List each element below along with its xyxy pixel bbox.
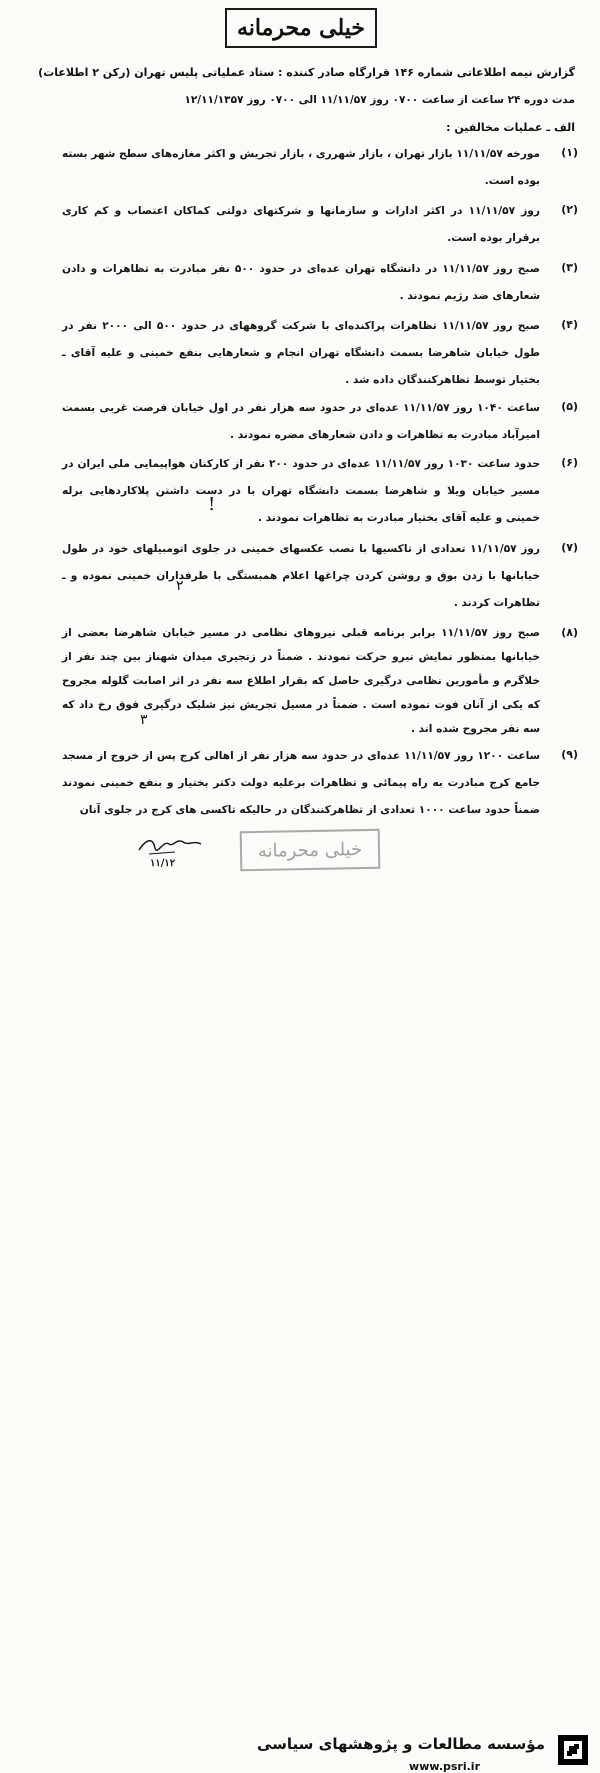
item-text: صبح روز ۱۱/۱۱/۵۷ تظاهرات پراکنده‌ای با شرکت گروههای در حدود ۵۰۰ الی ۲۰۰۰ نفر در طول خیابان شاهرضا بسمت دانشگاه تهران انجام و شعارهایی بنفع خمینی و علیه آقای ـ بختیار توسط تظاهرکنندگان داده شد . <box>62 320 540 386</box>
institute-website-link[interactable]: www.psri.ir <box>409 1760 480 1773</box>
item-text: صبح روز ۱۱/۱۱/۵۷ در دانشگاه تهران عده‌ای در حدود ۵۰۰ نفر مبادرت به تظاهرات و دادن شعارهای ضد رژیم نمودند . <box>62 263 540 302</box>
item-text: صبح روز ۱۱/۱۱/۵۷ برابر برنامه قبلی نیروهای نظامی در مسیر خیابان شاهرضا بعضی از خیابانها بمنظور نمایش نیرو حرکت نمودند . ضمناً در زنجیری میدان شهناز بین چند نفر از خلاگرم و مأمورین نظامی درگیری حاصل که بقرار اطلاع سه نفر در اثر اصابت گلوله مجروح که یکی از آنان فوت نموده است . ضمناً در مسیل تجریش نیز شلیک درگیری فوق رخ داد که سه نفر مجروح شده اند . <box>62 627 540 735</box>
item-number: (۷) <box>561 541 578 554</box>
issuing-headquarters: قرارگاه صادر کننده : ستاد عملیاتی پلیس تهران (رکن ۲ اطلاعات) <box>38 66 390 79</box>
item-number: (۸) <box>561 626 578 639</box>
classification-stamp-faint: خیلی محرمانه <box>240 829 381 871</box>
handwritten-signature <box>135 832 205 858</box>
item-text: روز ۱۱/۱۱/۵۷ در اکثر ادارات و سازمانها و شرکتهای دولتی کماکان اعتصاب و کم کاری برقرار بوده است. <box>62 205 540 244</box>
item-number: (۳) <box>561 261 578 274</box>
item-number: (۹) <box>561 748 578 761</box>
report-period: مدت دوره ۲۴ ساعت از ساعت ۰۷۰۰ روز ۱۱/۱۱/۵۷ الی ۰۷۰۰ روز ۱۲/۱۱/۱۳۵۷ <box>184 94 575 106</box>
institute-logo-icon <box>558 1735 588 1765</box>
institute-name: مؤسسه مطالعات و پژوهشهای سیاسی <box>256 1735 545 1753</box>
item-text: ساعت ۱۰۴۰ روز ۱۱/۱۱/۵۷ عده‌ای در حدود سه هزار نفر در اول خیابان فرصت غربی بسمت امیرآباد مبادرت به تظاهرات و دادن شعارهای مضره نمودند . <box>62 402 540 441</box>
section-heading: الف ـ عملیات مخالفین : <box>446 121 575 134</box>
margin-mark: ۲ <box>176 578 184 594</box>
item-number: (۵) <box>561 400 578 413</box>
item-number: (۴) <box>561 318 578 331</box>
item-text: حدود ساعت ۱۰۳۰ روز ۱۱/۱۱/۵۷ عده‌ای در حدود ۲۰۰ نفر از کارکنان هواپیمایی ملی ایران در مسیر خیابان ویلا و شاهرضا بسمت دانشگاه تهران با در دست داشتن پلاکاردهایی برله خمینی و علیه آقای بختیار مبادرت به تظاهرات نمودند . <box>62 458 541 524</box>
footer-bar <box>0 865 600 1773</box>
item-number: (۲) <box>561 203 578 216</box>
margin-mark: ۳ <box>140 712 148 728</box>
item-number: (۶) <box>561 456 578 469</box>
item-text: ساعت ۱۲۰۰ روز ۱۱/۱۱/۵۷ عده‌ای در حدود سه هزار نفر از اهالی کرج پس از خروج از مسجد جامع کرج مبادرت به راه پیمائی و تظاهرات برعلیه دولت دکتر بختیار و بنفع خمینی نمودند ضمناً حدود ساعت ۱۰۰۰ تعدادی از تظاهرکنندگان در حالیکه تاکسی های کرج در جلوی آنان <box>62 750 540 816</box>
margin-mark: ! <box>208 494 216 515</box>
report-number: گزارش نیمه اطلاعاتی شماره ۱۴۶ <box>393 66 575 79</box>
signature-date: ۱۱/۱۲ <box>150 858 176 869</box>
item-number: (۱) <box>561 146 578 159</box>
item-text: مورخه ۱۱/۱۱/۵۷ بازار تهران ، بازار شهرری ، بازار تجریش و اکثر مغازه‌های سطح شهر بسته بوده است. <box>62 148 540 187</box>
item-text: روز ۱۱/۱۱/۵۷ تعدادی از تاکسیها با نصب عکسهای خمینی در جلوی اتومبیلهای خود در طول خیابانها با زدن بوق و روشن کردن چراغها اعلام همبستگی با طرفداران خمینی نموده و ـ تظاهرات کردند . <box>62 543 540 609</box>
classification-stamp: خیلی محرمانه <box>225 8 377 48</box>
